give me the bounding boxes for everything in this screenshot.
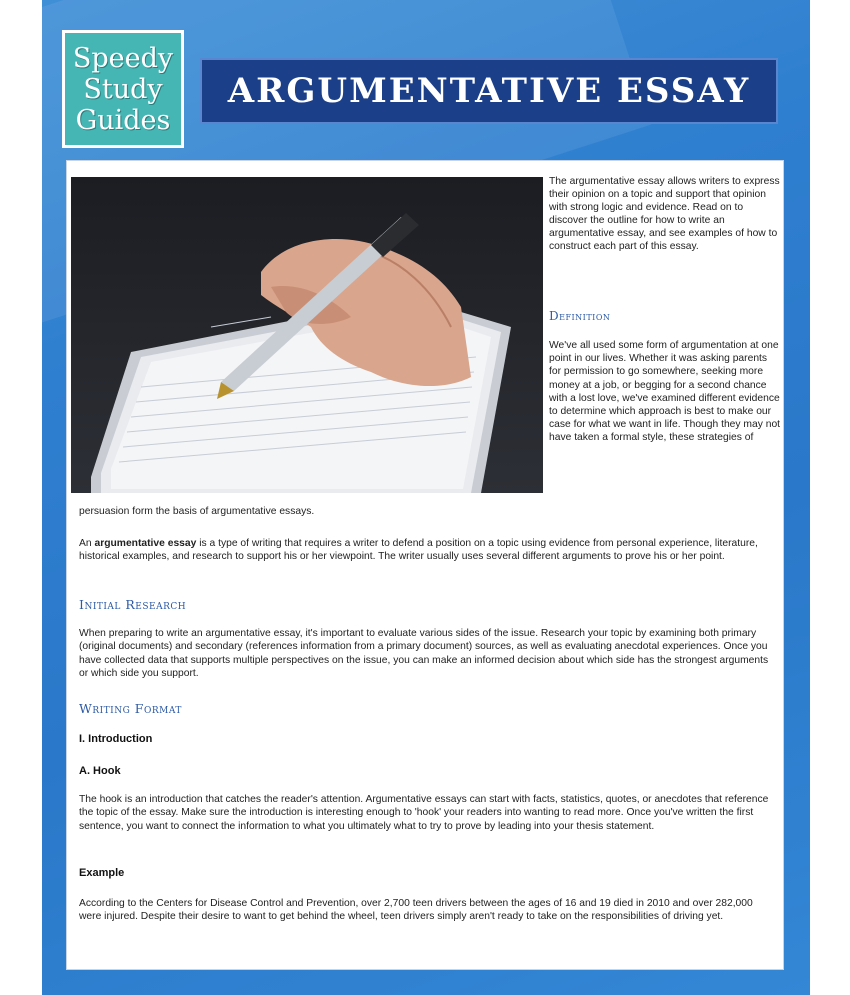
logo-line-1: Speedy (72, 42, 174, 74)
hook-paragraph: The hook is an introduction that catches the reader's attention. Argumentative essays can start with facts, statistics, quotes, or anecdotes that reference the topic of the essay. Make sure the introduction is interesting enough to 'hook' your readers into wanting to read more. Once you've written the first sentence, you want to connect the information to what you ultimately what to try to prove by leading into your thesis statement. (79, 794, 769, 832)
hand-writing-photo (71, 177, 543, 493)
title-banner (200, 58, 778, 124)
essay-definition-rest: is a type of writing that requires a writer to defend a position on a topic using evidence from personal experience, literature, historical examples, and research to support his or her viewpoint. The writer usually uses several different arguments to prove his or her point. (79, 538, 758, 563)
essay-definition-paragraph (79, 537, 773, 564)
definition-heading: Definition (549, 309, 611, 323)
definition-paragraph-tail: persuasion form the basis of argumentative essays. (79, 506, 315, 517)
definition-paragraph: We've all used some form of argumentation at one point in our lives. Whether it was asking parents for permission to go somewhere, seeking more money at a job, or begging for a second chance with a lost love, we've examined different evidence to determine which approach is best to make our case for what we want in life. Though they may not have taken a formal style, these strategies of (549, 340, 781, 444)
initial-research-heading: Initial Research (79, 597, 187, 612)
speedy-study-guides-logo (62, 30, 184, 148)
intro-paragraph: The argumentative essay allows writers to express their opinion on a topic and support that opinion with strong logic and evidence. Read on to discover the outline for how to write an argumentative essay, and see examples of how to construct each part of this essay. (549, 176, 780, 252)
essay-definition-term: argumentative essay (94, 538, 197, 549)
initial-research-paragraph: When preparing to write an argumentative essay, it's important to evaluate various sides of the issue. Research your topic by examining both primary (original documents) and secondary (references information from a primary document) sources, as well as evaluating anecdotal experiences. Once you have collected data that supports multiple perspectives on the issue, you can make an informed decision about which side has the strongest arguments or which side you support. (79, 628, 769, 679)
content-panel (66, 160, 784, 970)
example-heading: Example (79, 867, 125, 879)
writing-format-heading: Writing Format (79, 701, 182, 716)
hook-heading: A. Hook (79, 765, 121, 777)
hand-writing-illustration (71, 177, 543, 493)
logo-line-2: Study (83, 73, 163, 105)
example-paragraph: According to the Centers for Disease Control and Prevention, over 2,700 teen drivers between the ages of 16 and 19 died in 2010 and over 282,000 were injured. Despite their desire to want to get behind the wheel, teen drivers simply aren't ready to take on the responsibilities of driving yet. (79, 898, 753, 923)
introduction-heading: I. Introduction (79, 733, 153, 745)
cover-title: ARGUMENTATIVE ESSAY (227, 71, 751, 111)
logo-line-3: Guides (75, 104, 171, 136)
book-cover (42, 0, 810, 995)
essay-definition-lead: An (79, 538, 95, 549)
